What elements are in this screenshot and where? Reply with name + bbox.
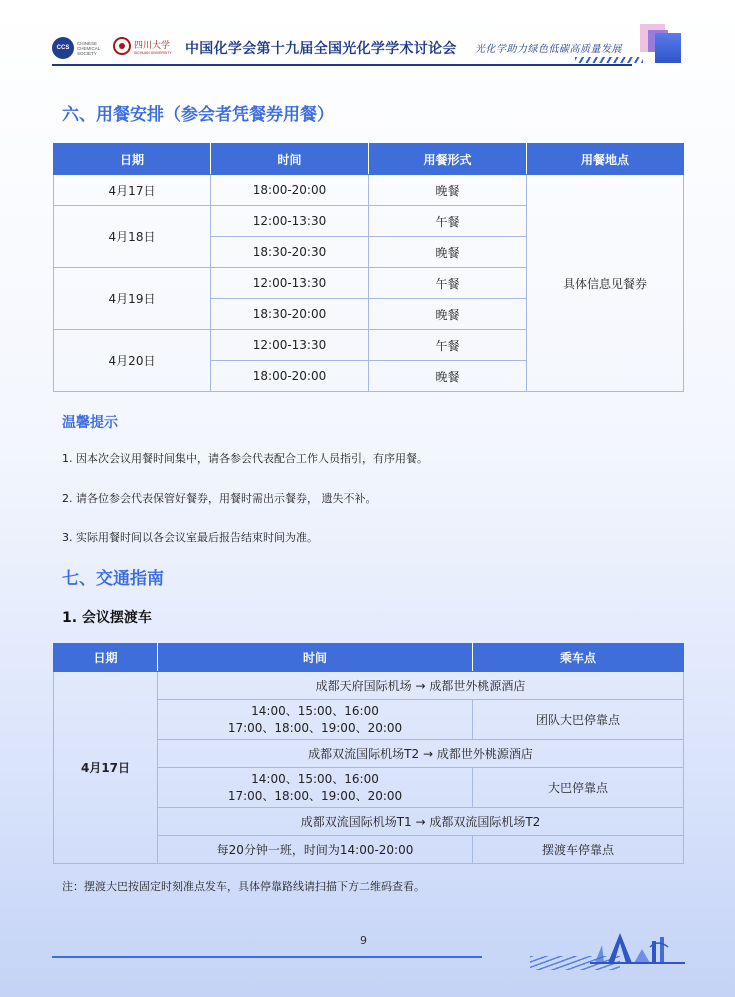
time-cell: 12:00-13:30 — [211, 206, 369, 237]
table-header-row — [54, 644, 684, 672]
meal-cell: 午餐 — [369, 330, 527, 361]
conference-slogan: 光化学助力绿色低碳高质量发展 — [475, 44, 622, 55]
times-line: 17:00、18:00、19:00、20:00 — [227, 720, 403, 735]
stop-cell: 摆渡车停靠点 — [473, 836, 684, 864]
tips-heading: 温馨提示 — [62, 415, 118, 431]
column-header: 日期 — [54, 644, 158, 672]
page-header — [0, 0, 735, 80]
date-cell: 4月19日 — [54, 268, 211, 330]
time-cell: 12:00-13:30 — [211, 330, 369, 361]
meal-cell: 晚餐 — [369, 237, 527, 268]
times-cell — [158, 768, 473, 808]
table-row — [54, 672, 684, 700]
route-cell: 成都双流国际机场T2 → 成都世外桃源酒店 — [158, 740, 684, 768]
meal-cell: 晚餐 — [369, 361, 527, 392]
scu-logo — [113, 37, 172, 55]
column-header: 日期 — [54, 144, 211, 175]
times-line: 14:00、15:00、16:00 — [251, 703, 379, 718]
header-stripes-decoration — [575, 57, 643, 63]
meal-cell: 晚餐 — [369, 175, 527, 206]
column-header: 用餐形式 — [369, 144, 527, 175]
time-cell: 12:00-13:30 — [211, 268, 369, 299]
column-header: 用餐地点 — [527, 144, 684, 175]
stop-cell: 团队大巴停靠点 — [473, 700, 684, 740]
section-heading-dining: 六、用餐安排（参会者凭餐券用餐） — [62, 105, 334, 125]
time-cell: 18:30-20:30 — [211, 237, 369, 268]
header-divider — [52, 64, 632, 66]
shuttle-table — [53, 643, 684, 864]
table-header-row — [54, 144, 684, 175]
dining-table — [53, 143, 684, 392]
date-cell: 4月20日 — [54, 330, 211, 392]
ccs-logo — [52, 37, 111, 59]
meal-cell: 午餐 — [369, 206, 527, 237]
sub-heading-shuttle: 1. 会议摆渡车 — [62, 610, 152, 626]
date-cell: 4月17日 — [54, 175, 211, 206]
scu-seal-icon — [113, 37, 131, 55]
column-header: 时间 — [211, 144, 369, 175]
tip-item: 2. 请各位参会代表保管好餐券，用餐时需出示餐券， 遗失不补。 — [62, 492, 377, 505]
meal-cell: 午餐 — [369, 268, 527, 299]
footer-divider — [52, 956, 482, 958]
city-skyline-icon — [590, 925, 685, 965]
times-line: 17:00、18:00、19:00、20:00 — [227, 788, 403, 803]
ccs-logo-text: CHINESE CHEMICAL SOCIETY — [77, 40, 101, 56]
section-heading-transport: 七、交通指南 — [62, 569, 164, 589]
tip-item: 1. 因本次会议用餐时间集中，请各参会代表配合工作人员指引，有序用餐。 — [62, 452, 428, 465]
scu-sub: SICHUAN UNIVERSITY — [134, 50, 172, 55]
meal-cell: 晚餐 — [369, 299, 527, 330]
route-cell: 成都双流国际机场T1 → 成都双流国际机场T2 — [158, 808, 684, 836]
times-cell: 每20分钟一班，时间为14:00-20:00 — [158, 836, 473, 864]
time-cell: 18:00-20:00 — [211, 361, 369, 392]
tip-item: 3. 实际用餐时间以各会议室最后报告结束时间为准。 — [62, 531, 318, 544]
page-number: 9 — [360, 934, 367, 947]
column-header: 时间 — [158, 644, 473, 672]
table-row — [54, 175, 684, 206]
header-square-decoration — [655, 33, 681, 63]
column-header: 乘车点 — [473, 644, 684, 672]
date-cell: 4月18日 — [54, 206, 211, 268]
time-cell: 18:00-20:00 — [211, 175, 369, 206]
date-cell: 4月17日 — [54, 672, 158, 864]
times-cell — [158, 700, 473, 740]
ccs-badge-icon: CCS — [52, 37, 74, 59]
location-cell: 具体信息见餐券 — [527, 175, 684, 392]
conference-title: 中国化学会第十九届全国光化学学术讨论会 — [185, 41, 457, 57]
stop-cell: 大巴停靠点 — [473, 768, 684, 808]
shuttle-note: 注：摆渡大巴按固定时刻准点发车，具体停靠路线请扫描下方二维码查看。 — [62, 880, 425, 893]
times-line: 14:00、15:00、16:00 — [251, 771, 379, 786]
scu-name: 四川大学 — [134, 40, 171, 51]
time-cell: 18:30-20:00 — [211, 299, 369, 330]
route-cell: 成都天府国际机场 → 成都世外桃源酒店 — [158, 672, 684, 700]
